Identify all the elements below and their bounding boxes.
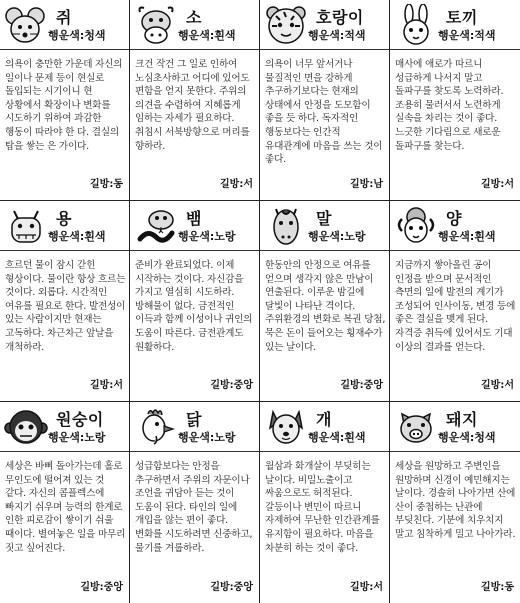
dragon-icon [4,205,48,247]
lucky-direction: 길방:중앙 [208,578,253,593]
fortune-text: 매사에 애로가 따르니 성급하게 나서지 말고 돌파구를 찾도록 노력하라. 조용히 물러서서 노련하게 실속을 차리는 것이 좋다. 느긋한 기다림으로 새로운 돌파구를 찾는다. [395,59,504,152]
lucky-direction: 길방:서 [479,376,514,391]
card-header [130,402,260,452]
fortune-card-rooster [130,402,260,603]
fortune-text: 크건 작건 그 일로 인하여 노심초사하고 어디에 있어도 편함을 얻지 못한다. 주위의 의견을 수렴하여 지혜롭게 임하는 자세가 필요하다. 취침시 서북방향으로 머리를 향하라. [135,59,250,152]
animal-name: 호랑이 [316,8,364,27]
card-header [390,0,520,50]
animal-name: 개 [316,410,332,429]
animal-name: 용 [56,209,72,228]
lucky-direction: 길방:중앙 [208,376,253,391]
fortune-text: 성급함보다는 안정을 추구하면서 주위의 자문이나 조언을 귀담아 듣는 것이 도움이 된다. 타인의 일에 개입을 않는 편이 좋다. 변화를 시도하려면 신중하고, 물기를 겨룹하라. [135,461,253,554]
lucky-direction: 길방:중앙 [78,578,123,593]
lucky-color: 행운색:흰색 [308,431,366,444]
fortune-text: 세상을 원망하고 주변인을 원망하며 신경이 예민해지는 날이다. 경솔히 나아가면 산에 산이 중첩하는 난관에 부딪친다. 기분에 치우치지 말고 침착하게 밀고 나아가라. [395,461,516,540]
fortune-card-dog [260,402,390,603]
lucky-color: 행운색:흰색 [178,29,236,42]
animal-name: 소 [186,8,202,27]
fortune-text: 지금까지 쌓아올린 공이 인정을 받으며 문서적인 측면의 일에 발전의 계기가 조성되어 인사이동, 변경 등에 좋은 결실을 맺게 된다. 자격증 취득에 있어서도 기대 이상의 결과를 얻는다. [395,260,516,353]
card-header [390,201,520,251]
monkey-icon [4,406,48,448]
fortune-card-rat [0,0,130,201]
tiger-icon [264,4,308,46]
lucky-color: 행운색:노랑 [178,431,236,444]
pig-icon [394,406,438,448]
lucky-direction: 길방:남 [348,175,383,190]
lucky-color: 행운색:적색 [308,29,366,42]
lucky-direction: 길방:서 [479,175,514,190]
animal-name: 양 [446,209,462,228]
sheep-icon [394,205,438,247]
fortune-card-sheep [390,201,520,402]
card-header [130,0,260,50]
fortune-card-tiger [260,0,390,201]
fortune-text: 한동안의 안정으로 여유를 얻으며 생각지 않은 만남이 연출된다. 이루운 밤길에 달빛이 나타난 격이다. 주위환경의 변화로 복권 당첨, 묵은 돈이 들어오는 횡재수가 있는 날이다. [265,260,386,353]
lucky-direction: 길방:서 [88,376,123,391]
fortune-text: 월삼과 화개살이 부딪히는 날이다. 비밀노출이고 싸움으로도 허적된다. 갈등이나 변민이 따르니 자제하여 무난한 인간관계를 유지함이 필요하다. 마음을 차분히 하는 것이 좋다. [265,461,380,554]
fortune-card-horse [260,201,390,402]
card-header [390,402,520,452]
card-header [0,0,130,50]
horse-icon [264,205,308,247]
dog-icon [264,406,308,448]
fortune-text: 의욕이 충만한 가운데 자신의 일이나 문제 등이 현실로 돌입되는 시기이니 현 상황에서 확장이나 변화를 시도하기 위하여 과감한 행동이 따라야 한 다. 결실의 탑을 쌓는 은 가이다. [5,59,123,152]
fortune-card-monkey [0,402,130,603]
fortune-card-dragon [0,201,130,402]
lucky-color: 행운색:노랑 [178,230,236,243]
fortune-text: 준비가 완료되었다. 이제 시작하는 것이다. 자신감을 가지고 열심히 시도하라. 방해물이 없다. 금전적인 이득과 함께 이성이나 귀인의 도움이 따른다. 금전관계도 원활하다. [135,260,253,353]
animal-name: 닭 [186,410,202,429]
lucky-color: 행운색:흰색 [48,230,106,243]
animal-name: 토끼 [446,8,478,27]
snake-icon [134,205,178,247]
lucky-direction: 길방:동 [88,175,123,190]
fortune-card-ox [130,0,260,201]
lucky-direction: 길방:서 [218,175,253,190]
lucky-color: 행운색:청색 [48,29,106,42]
fortune-card-rabbit [390,0,520,201]
fortune-text: 의욕이 너무 앞서거나 물질적인 면을 강하게 추구하기보다는 현재의 상태에서 안정을 도모함이 좋을 듯 하다. 독자적인 행동보다는 인간적 유대관계에 마음을 쓰는 것이 좋다. [265,59,383,166]
animal-name: 돼지 [446,410,478,429]
animal-name: 쥐 [56,8,72,27]
card-header [260,0,390,50]
card-header [0,201,130,251]
rooster-icon [134,406,178,448]
lucky-color: 행운색:적색 [438,29,496,42]
fortune-card-snake [130,201,260,402]
fortune-text: 흐르던 물이 잠시 갇힌 형상이다. 물이란 항상 흐르는 것이다. 외롭다. 시간적인 여유를 필요로 한다. 발전성이 있는 사람이지만 현재는 고독하다. 차근차근 앞날을 개척하라. [5,260,126,353]
lucky-direction: 길방:서 [348,578,383,593]
lucky-direction: 길방:중앙 [338,376,383,391]
lucky-direction: 길방:동 [479,578,514,593]
fortune-text: 세상은 바삐 돌아가는데 홀로 무인도에 떨어져 있는 것 같다. 자신의 콤플렉스에 빠지기 쉬우며 능력의 한계로 인한 피로감이 쌓이기 쉬울 때이다. 별여놓은 일을 마무리 짓고 싶어진다. [5,461,126,554]
card-header [260,201,390,251]
card-header [260,402,390,452]
lucky-color: 행운색:노랑 [308,230,366,243]
lucky-color: 행운색:노랑 [48,431,106,444]
card-header [0,402,130,452]
animal-name: 말 [316,209,332,228]
rat-icon [4,4,48,46]
lucky-color: 행운색:청색 [438,431,496,444]
rabbit-icon [394,4,438,46]
card-header [130,201,260,251]
fortune-card-pig [390,402,520,603]
animal-name: 뱀 [186,209,202,228]
ox-icon [134,4,178,46]
lucky-color: 행운색:흰색 [438,230,496,243]
animal-name: 원숭이 [56,410,104,429]
